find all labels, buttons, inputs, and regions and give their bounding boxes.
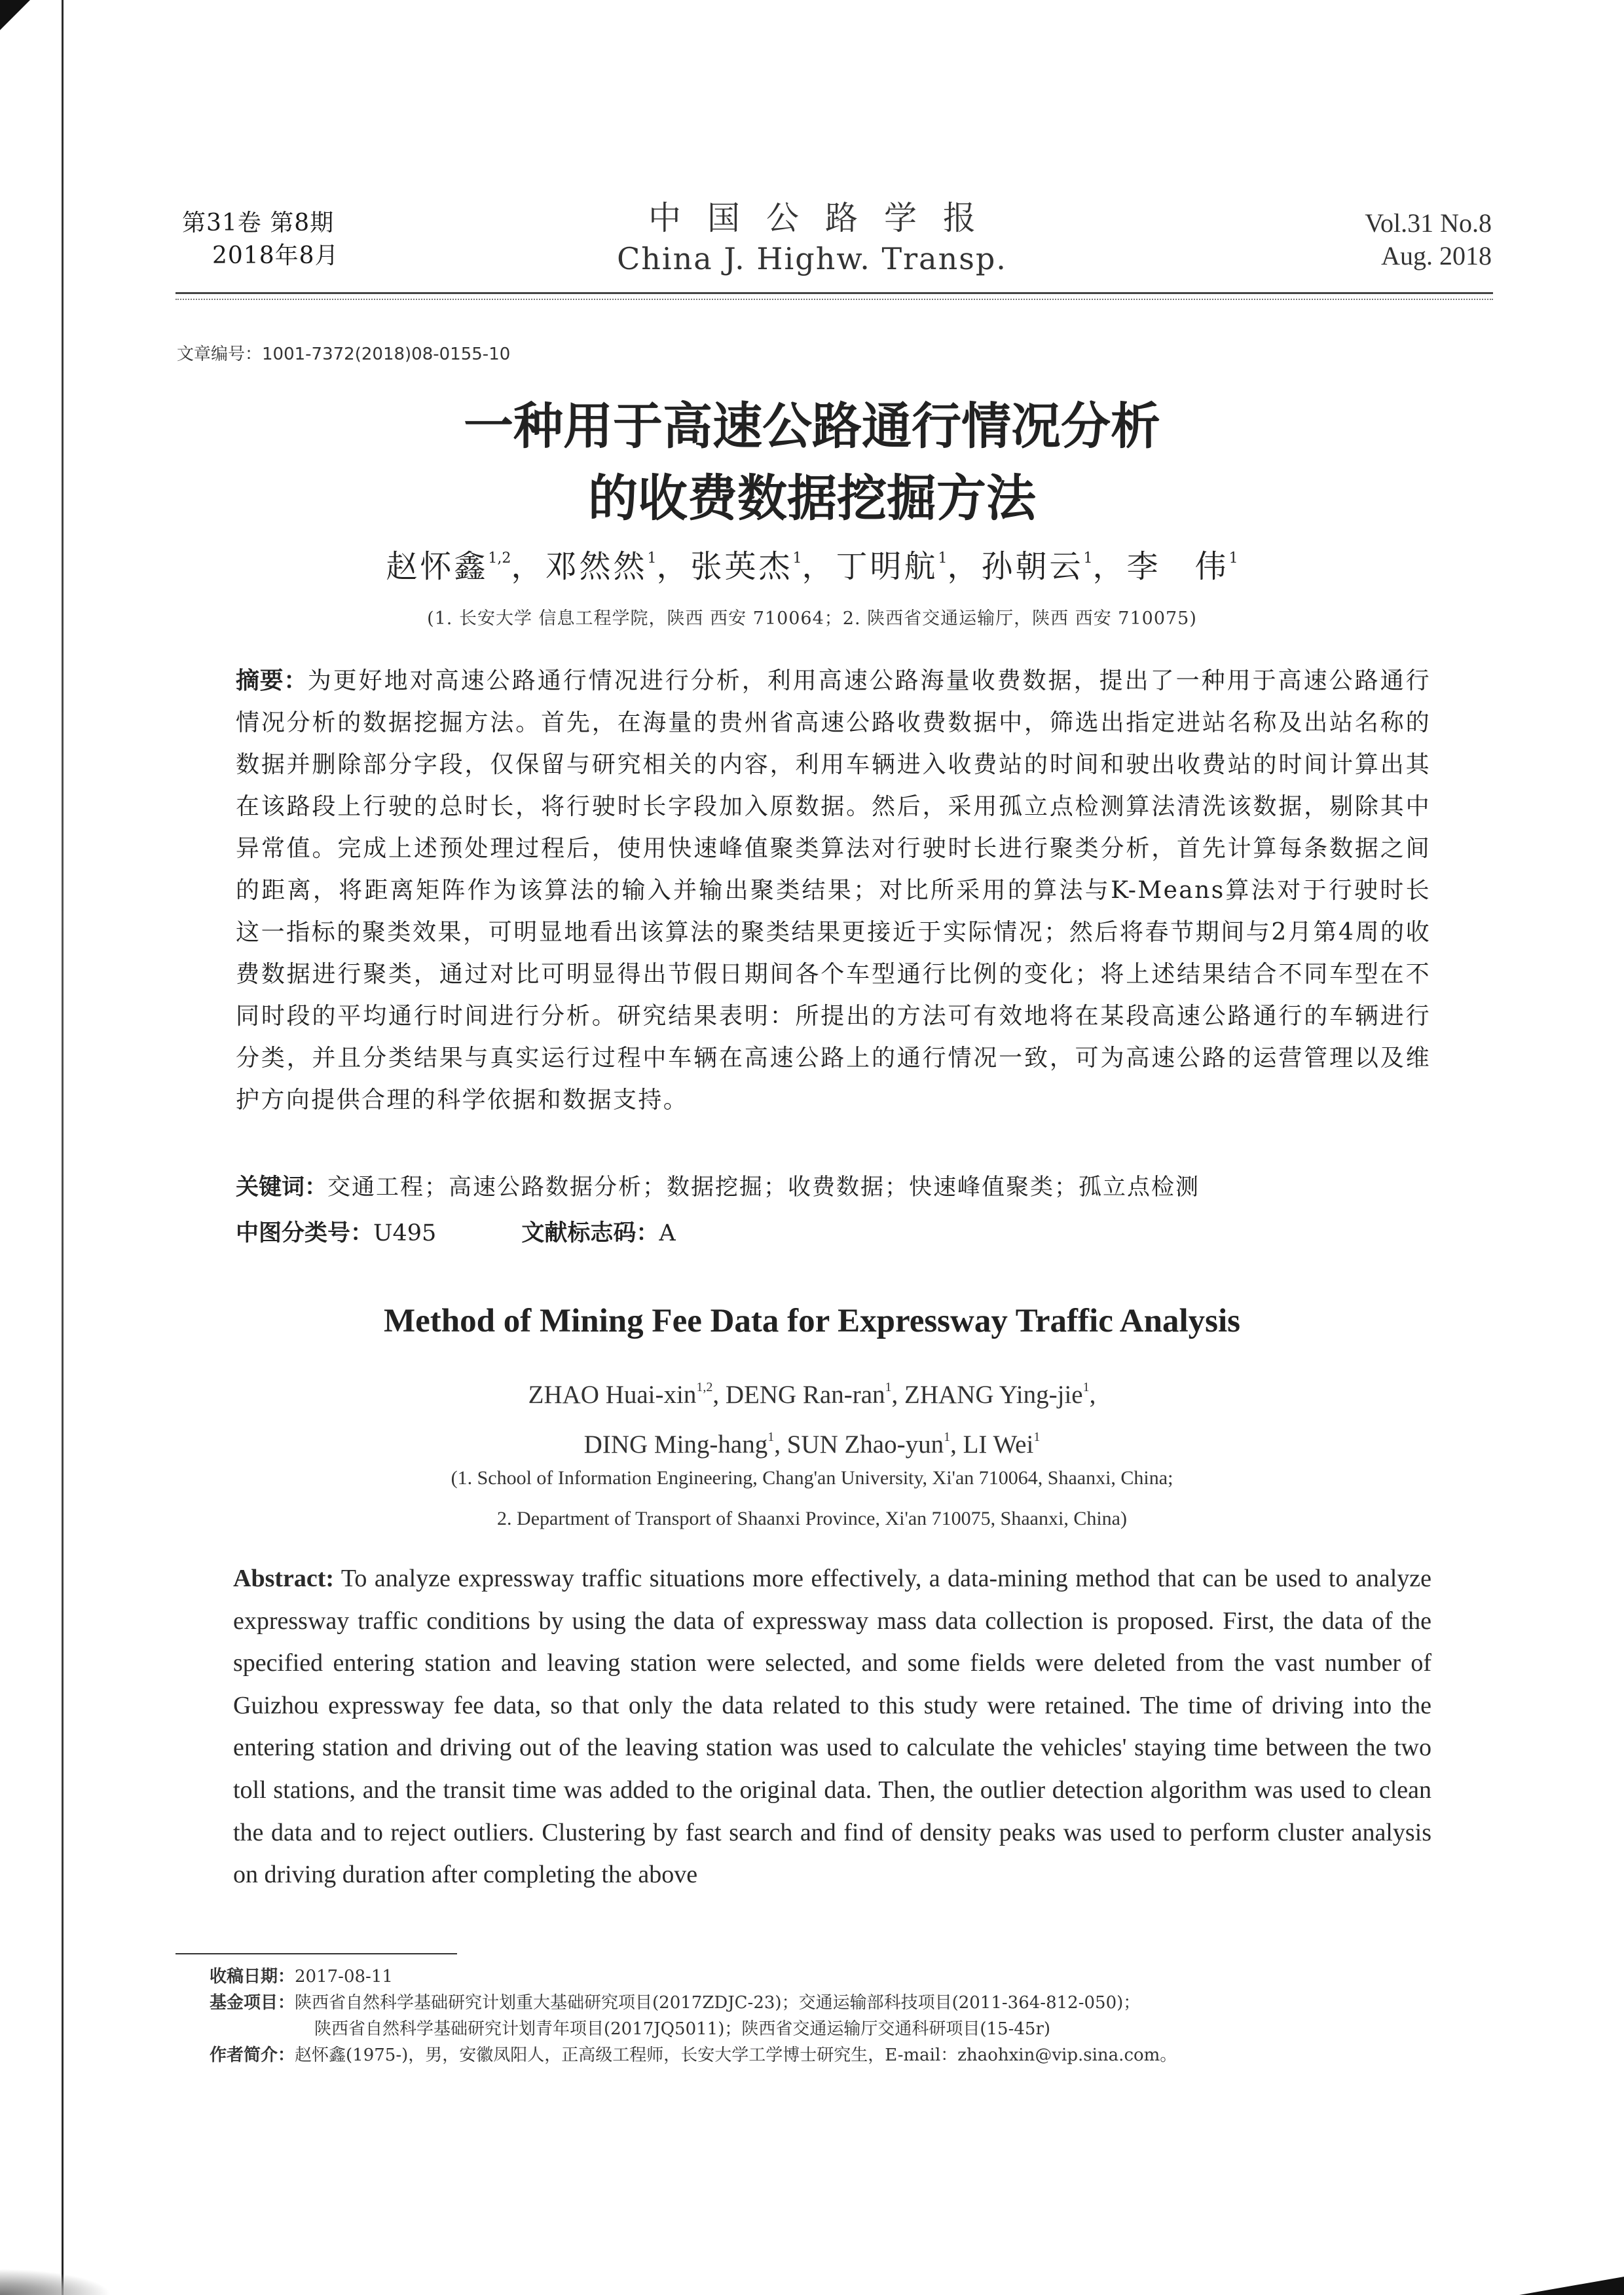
author-cn: 赵怀鑫$^{1,2}$ bbox=[386, 548, 511, 585]
journal-name-en: China J. Highw. Transp. bbox=[617, 241, 1007, 276]
affiliation-en-line2: 2. Department of Transport of Shaanxi Province, Xi'an 710075, Shaanxi, China) bbox=[497, 1508, 1127, 1529]
author-cn: 孙朝云$^1$ bbox=[981, 548, 1093, 585]
header-rule bbox=[175, 292, 1493, 294]
authors-en-line2: DING Ming-hang$^1$, SUN Zhao-yun$^1$, LI Wei$^1$ bbox=[583, 1430, 1041, 1459]
abstract-en-text: To analyze expressway traffic situations more effectively, a data-mining method that can be used to analyze expressway traffic conditions by using the data of expressway mass data collection is proposed. First, the data of the specified entering station and leaving station were selected, and some fields were deleted from the vast number of Guizhou expressway fee data, so that only the data related to this study were retained. The time of driving into the entering station and driving out of the leaving station was used to calculate the vehicles' staying time between the two toll stations, and the transit time was added to the original data. Then, the outlier detection algorithm was used to clean the data and to reject outliers. Clustering by fast search and find of density peaks was used to perform cluster analysis on driving duration after completing the above bbox=[233, 1565, 1431, 1889]
author-cn: 李 伟$^1$ bbox=[1126, 548, 1238, 585]
clc-value: U495 bbox=[373, 1220, 437, 1246]
abstract-cn-label: 摘要： bbox=[236, 667, 308, 694]
footnote-received: 收稿日期：2017-08-11 bbox=[210, 1967, 393, 1987]
scan-binding-edge bbox=[62, 0, 64, 2295]
author-cn: 邓然然$^1$ bbox=[545, 548, 657, 585]
author-en: DENG Ran-ran$^1$ bbox=[725, 1380, 892, 1409]
footnote-fund-cont: 陕西省自然科学基础研究计划青年项目(2017JQ5011)；陕西省交通运输厅交通科研项目(15-45r) bbox=[314, 2019, 1051, 2039]
author-en: DING Ming-hang$^1$ bbox=[583, 1430, 775, 1459]
running-head-right bbox=[1365, 207, 1492, 272]
journal-name-cn: 中国公路学报 bbox=[648, 199, 1002, 237]
scan-corner-mark bbox=[0, 0, 30, 30]
volume-issue: 第31卷 第8期 bbox=[182, 210, 335, 236]
authors-cn: 赵怀鑫$^{1,2}$，邓然然$^1$，张英杰$^1$，丁明航$^1$，孙朝云$^1$，李 伟$^1$ bbox=[386, 548, 1238, 585]
classification-line bbox=[236, 1216, 1431, 1251]
keywords-cn-label: 关键词： bbox=[236, 1174, 328, 1201]
footnote-fund: 基金项目：陕西省自然科学基础研究计划重大基础研究项目(2017ZDJC-23)；交通运输部科技项目(2011-364-812-050)； bbox=[210, 1993, 1141, 2013]
abstract-cn bbox=[236, 660, 1431, 1121]
authors-en bbox=[0, 1366, 1624, 1466]
issue-date: 2018年8月 bbox=[212, 242, 339, 269]
footnote-rule bbox=[175, 1953, 457, 1954]
affiliation-en-line1: (1. School of Information Engineering, Chang'an University, Xi'an 710064, Shaanxi, China; bbox=[451, 1467, 1173, 1489]
author-cn: 丁明航$^1$ bbox=[836, 548, 948, 585]
author-en: ZHAO Huai-xin$^{1,2}$ bbox=[528, 1380, 713, 1409]
affiliation-cn: (1. 长安大学 信息工程学院，陕西 西安 710064；2. 陕西省交通运输厅，陕西 西安 710075) bbox=[427, 608, 1197, 629]
header-rule-dotted bbox=[175, 299, 1493, 300]
doc-code-label: 文献标志码： bbox=[521, 1220, 659, 1246]
title-cn-line2: 的收费数据挖掘方法 bbox=[588, 469, 1036, 527]
title-cn bbox=[0, 390, 1624, 534]
abstract-en-label: Abstract: bbox=[233, 1565, 335, 1592]
author-en: LI Wei$^1$ bbox=[963, 1430, 1041, 1459]
keywords-cn bbox=[236, 1170, 1431, 1205]
author-cn: 张英杰$^1$ bbox=[690, 548, 802, 585]
keywords-cn-text: 交通工程；高速公路数据分析；数据挖掘；收费数据；快速峰值聚类；孤立点检测 bbox=[327, 1174, 1200, 1201]
abstract-cn-text: 为更好地对高速公路通行情况进行分析，利用高速公路海量收费数据，提出了一种用于高速公路通行情况分析的数据挖掘方法。首先，在海量的贵州省高速公路收费数据中，筛选出指定进站名称及出站名称的数据并删除部分字段，仅保留与研究相关的内容，利用车辆进入收费站的时间和驶出收费站的时间计算出其在该路段上行驶的总时长，将行驶时长字段加入原数据。然后，采用孤立点检测算法清洗该数据，剔除其中异常值。完成上述预处理过程后，使用快速峰值聚类算法对行驶时长进行聚类分析，首先计算每条数据之间的距离，将距离矩阵作为该算法的输入并输出聚类结果；对比所采用的算法与K-Means算法对于行驶时长这一指标的聚类效果，可明显地看出该算法的聚类结果更接近于实际情况；然后将春节期间与2月第4周的收费数据进行聚类，通过对比可明显得出节假日期间各个车型通行比例的变化；将上述结果结合不同车型在不同时段的平均通行时间进行分析。研究结果表明：所提出的方法可有效地将在某段高速公路通行的车辆进行分类，并且分类结果与真实运行过程中车辆在高速公路上的通行情况一致，可为高速公路的运营管理以及维护方向提供合理的科学依据和数据支持。 bbox=[236, 667, 1431, 1113]
abstract-en bbox=[233, 1558, 1431, 1896]
authors-en-line1: ZHAO Huai-xin$^{1,2}$, DENG Ran-ran$^1$, ZHANG Ying-jie$^1$, bbox=[528, 1380, 1096, 1409]
title-en: Method of Mining Fee Data for Expressway Traffic Analysis bbox=[384, 1303, 1240, 1339]
footnotes bbox=[210, 1964, 1493, 2068]
affiliation-en bbox=[0, 1458, 1624, 1539]
author-en: ZHANG Ying-jie$^1$ bbox=[904, 1380, 1090, 1409]
article-number: 文章编号：1001-7372(2018)08-0155-10 bbox=[177, 345, 511, 364]
volume-issue-en: Vol.31 No.8 bbox=[1365, 208, 1492, 238]
author-en: SUN Zhao-yun$^1$ bbox=[786, 1430, 951, 1459]
clc-label: 中图分类号： bbox=[236, 1220, 374, 1246]
scan-shadow bbox=[0, 2269, 111, 2295]
footnote-author: 作者简介：赵怀鑫(1975-)，男，安徽凤阳人，正高级工程师，长安大学工学博士研究生，E-mail：zhaohxin@vip.sina.com。 bbox=[210, 2045, 1177, 2065]
scan-corner-mark-bottom bbox=[1519, 2277, 1624, 2295]
title-cn-line1: 一种用于高速公路通行情况分析 bbox=[464, 397, 1160, 455]
doc-code-value: A bbox=[659, 1220, 676, 1246]
issue-date-en: Aug. 2018 bbox=[1381, 241, 1492, 271]
